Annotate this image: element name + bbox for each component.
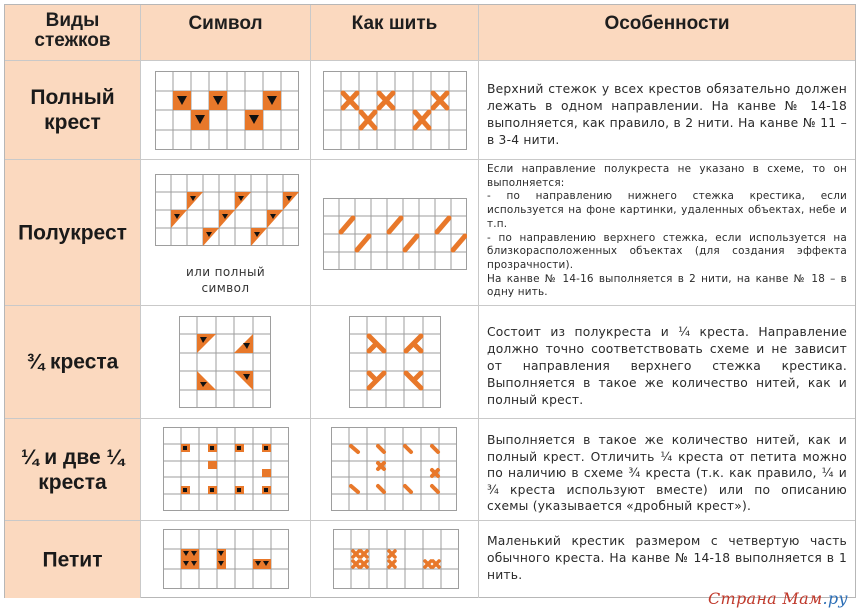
row-half-cross xyxy=(5,160,855,306)
row-name-petit: Петит xyxy=(42,548,103,571)
petit-symbol-grid xyxy=(163,529,289,589)
how-cell xyxy=(311,306,479,419)
how-cell xyxy=(311,160,479,306)
how-cell xyxy=(311,521,479,598)
symbol-cell xyxy=(141,521,311,598)
half-cross-desc-line: Если направление полукреста не указано в схеме, то он выполняется: xyxy=(487,163,847,189)
full-cross-description: Верхний стежок у всех крестов обязательно должен лежать в одном направлении. На канве № 14-18 выполняется, как правило, в 2 нити. На канве № 11 – в 3-4 нити. xyxy=(487,82,847,147)
half-cross-desc-line: - по направлению верхнего стежка, если используется на близкорасположенных объектах (для создания эффекта прозрачности). xyxy=(487,231,847,271)
watermark-suffix: .ру xyxy=(822,589,848,608)
half-cross-desc-line: На канве № 14-16 выполняется в 2 нити, на канве № 18 – в одну нить. xyxy=(487,272,847,299)
features-cell xyxy=(479,160,855,306)
full-cross-how-grid xyxy=(323,71,467,150)
half-cross-symbol-grid xyxy=(155,174,299,246)
row-petit xyxy=(5,521,855,598)
quarter-how-grid xyxy=(331,427,457,511)
header-features xyxy=(479,5,855,61)
header-features-label: Особенности xyxy=(604,13,730,34)
header-how-label: Как шить xyxy=(351,13,438,34)
how-cell xyxy=(311,61,479,160)
row-name-cell xyxy=(5,160,141,306)
symbol-cell xyxy=(141,160,311,306)
row-name-three-quarter: ¾ креста xyxy=(26,350,119,374)
quarter-description: Выполняется в такое же количество нитей, как и полный крест. Отличить ¼ креста от петита можно по наличию в схеме ¾ креста (т.к. как правило, ¼ и ¾ креста используют вместе) или по описанию схемы (указывается «дробный крест»). xyxy=(487,433,847,513)
features-cell xyxy=(479,521,855,598)
petit-how-grid xyxy=(333,529,459,589)
header-symbol-label: Символ xyxy=(188,13,263,34)
full-cross-symbol-grid xyxy=(155,71,299,150)
quarter-symbol-grid xyxy=(163,427,289,511)
row-quarter-cross xyxy=(5,419,855,521)
row-name-cell xyxy=(5,521,141,598)
header-row xyxy=(5,5,855,61)
row-name-full-cross: Полный крест xyxy=(30,86,115,134)
how-cell xyxy=(311,419,479,521)
half-cross-how-grid xyxy=(323,198,467,270)
half-cross-or-note: или полный символ xyxy=(185,265,266,295)
features-cell xyxy=(479,419,855,521)
header-types xyxy=(5,5,141,61)
stitch-table xyxy=(4,4,856,598)
symbol-cell xyxy=(141,306,311,419)
header-symbol xyxy=(141,5,311,61)
three-quarter-description: Состоит из полукреста и ¼ креста. Направление должно точно соответствовать схеме и не зависит от направления верхнего стежка крестика. Выполняется в такое же количество нитей, как и полный крест. xyxy=(487,325,847,407)
row-name-cell xyxy=(5,419,141,521)
half-cross-description xyxy=(487,163,847,300)
row-name-cell xyxy=(5,61,141,160)
petit-description: Маленький крестик размером с четвертую часть обычного креста. На канве № 14-18 выполняется в 1 нить. xyxy=(487,534,847,582)
symbol-cell xyxy=(141,61,311,160)
watermark-logo xyxy=(708,589,848,608)
watermark-site: Страна Мам xyxy=(707,589,823,608)
features-cell xyxy=(479,61,855,160)
three-quarter-how-grid xyxy=(349,316,441,408)
row-three-quarter-cross xyxy=(5,306,855,419)
features-cell xyxy=(479,306,855,419)
header-types-label: Виды стежков xyxy=(34,10,111,51)
three-quarter-symbol-grid xyxy=(179,316,271,408)
row-name-cell xyxy=(5,306,141,419)
header-how xyxy=(311,5,479,61)
row-name-quarter: ¼ и две ¼ креста xyxy=(20,445,125,494)
row-full-cross xyxy=(5,61,855,160)
row-name-half-cross: Полукрест xyxy=(18,221,127,244)
symbol-cell xyxy=(141,419,311,521)
half-cross-desc-line: - по направлению нижнего стежка крестика, если используется на фоне картинки, удаленных объектах, небе и т.п. xyxy=(487,190,847,230)
